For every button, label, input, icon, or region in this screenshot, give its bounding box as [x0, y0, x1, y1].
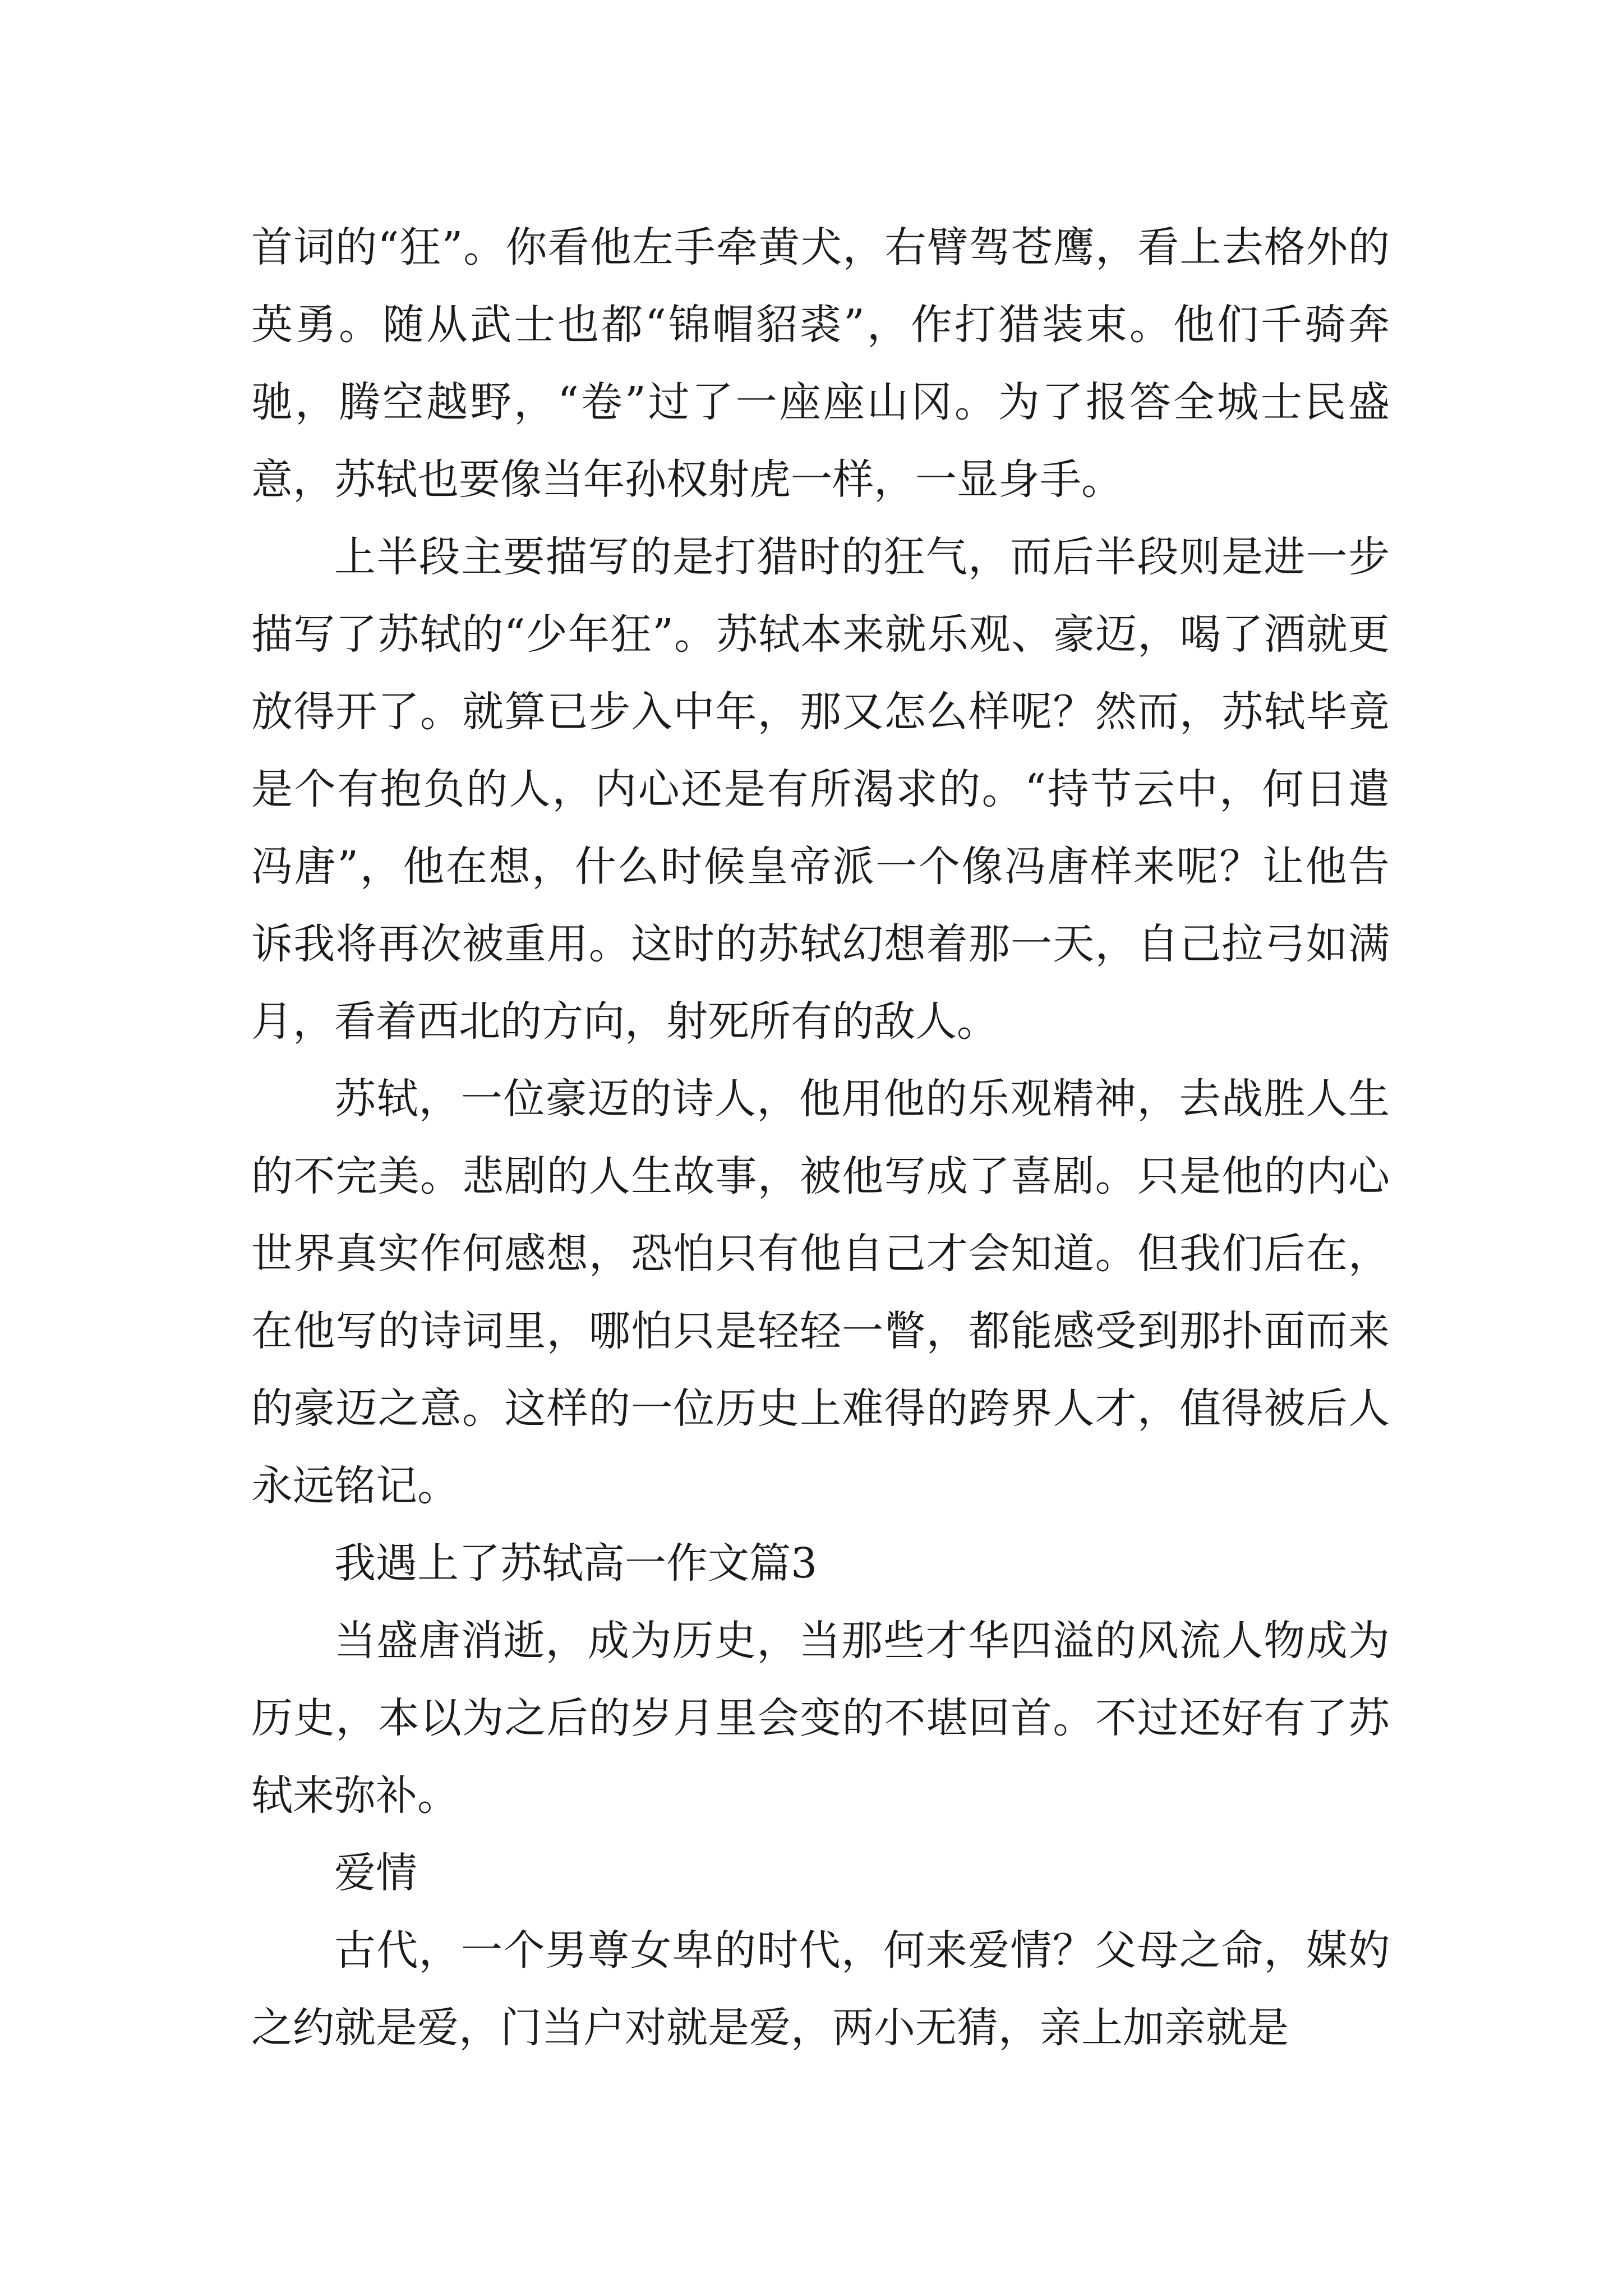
paragraph-4: 当盛唐消逝，成为历史，当那些才华四溢的风流人物成为历史，本以为之后的岁月里会变的不堪回首。不过还好有了苏轼来弥补。	[251, 1617, 1390, 1820]
paragraph-2: 上半段主要描写的是打猎时的狂气，而后半段则是进一步描写了苏轼的“少年狂”。苏轼本来就乐观、豪迈，喝了酒就更放得开了。就算已步入中年，那又怎么样呢？然而，苏轼毕竟是个有抱负的人，内心还是有所渴求的。“持节云中，何日遣冯唐”，他在想，什么时候皇帝派一个像冯唐样来呢？让他告诉我将再次被重用。这时的苏轼幻想着那一天，自己拉弓如满月，看着西北的方向，射死所有的敌人。	[251, 533, 1390, 1046]
paragraph-1: 首词的“狂”。你看他左手牵黄犬，右臂驾苍鹰，看上去格外的英勇。随从武士也都“锦帽貂裘”，作打猎装束。他们千骑奔驰，腾空越野，“卷”过了一座座山冈。为了报答全城士民盛意，苏轼也要像当年孙权射虎一样，一显身手。	[251, 223, 1390, 504]
section-heading: 我遇上了苏轼高一作文篇3	[334, 1539, 818, 1588]
subheading-love: 爱情	[334, 1849, 417, 1897]
paragraph-3: 苏轼，一位豪迈的诗人，他用他的乐观精神，去战胜人生的不完美。悲剧的人生故事，被他写成了喜剧。只是他的内心世界真实作何感想，恐怕只有他自己才会知道。但我们后在，在他写的诗词里，哪怕只是轻轻一瞥，都能感受到那扑面而来的豪迈之意。这样的一位历史上难得的跨界人才，值得被后人永远铭记。	[251, 1075, 1390, 1510]
document-body	[251, 209, 1390, 2067]
paragraph-5: 古代，一个男尊女卑的时代，何来爱情？父母之命，媒妁之约就是爱，门当户对就是爱，两小无猜，亲上加亲就是	[251, 1926, 1390, 2052]
